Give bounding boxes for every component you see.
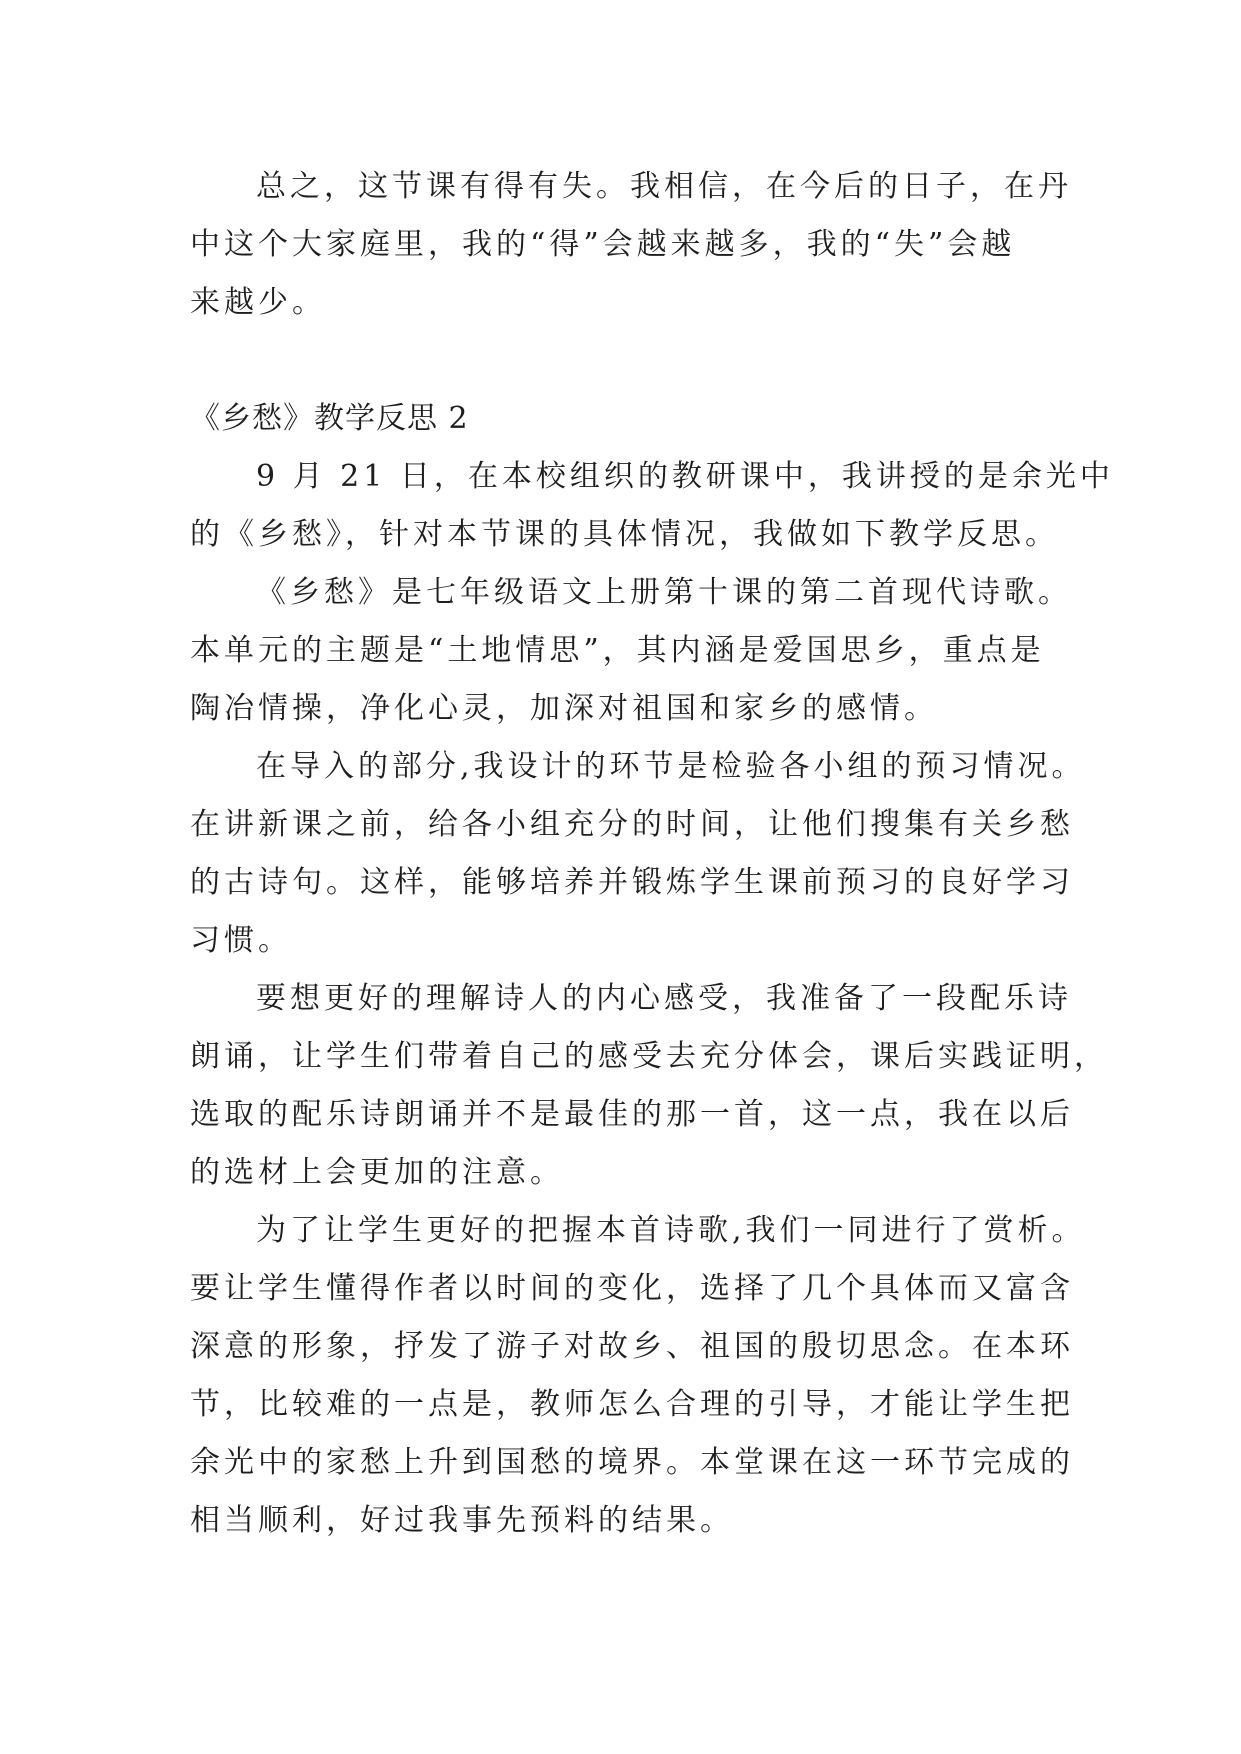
paragraph-line: 本单元的主题是“土地情思”，其内涵是爱国思乡，重点是 (190, 633, 1045, 668)
paragraph-line: 的选材上会更加的注意。 (190, 1155, 564, 1190)
paragraph-line: 余光中的家愁上升到国愁的境界。本堂课在这一环节完成的 (190, 1445, 1074, 1480)
paragraph-line: 在讲新课之前，给各小组充分的时间，让他们搜集有关乡愁 (190, 807, 1074, 842)
paragraph-line: 深意的形象，抒发了游子对故乡、祖国的殷切思念。在本环 (190, 1329, 1074, 1364)
paragraph-line: 相当顺利，好过我事先预料的结果。 (190, 1503, 734, 1538)
paragraph-line: 9 月 21 日，在本校组织的教研课中，我讲授的是余光中 (256, 459, 1114, 494)
paragraph-line: 选取的配乐诗朗诵并不是最佳的那一首，这一点，我在以后 (190, 1097, 1074, 1132)
paragraph-line: 要想更好的理解诗人的内心感受，我准备了一段配乐诗 (256, 981, 1072, 1016)
paragraph-line: 为了让学生更好的把握本首诗歌,我们一同进行了赏析。 (256, 1213, 1086, 1248)
paragraph-line: 总之，这节课有得有失。我相信，在今后的日子，在丹 (256, 169, 1072, 204)
paragraph-line: 在导入的部分,我设计的环节是检验各小组的预习情况。 (256, 749, 1086, 784)
paragraph-line: 习惯。 (190, 923, 292, 958)
paragraph-line: 节，比较难的一点是，教师怎么合理的引导，才能让学生把 (190, 1387, 1074, 1422)
paragraph-line: 来越少。 (190, 285, 326, 320)
section-title: 《乡愁》教学反思 2 (190, 401, 469, 436)
paragraph-line: 的《乡愁》，针对本节课的具体情况，我做如下教学反思。 (190, 517, 1059, 552)
paragraph-line: 要让学生懂得作者以时间的变化，选择了几个具体而又富含 (190, 1271, 1074, 1306)
paragraph-line: 中这个大家庭里，我的“得”会越来越多，我的“失”会越 (190, 227, 1016, 262)
paragraph-line: 的古诗句。这样，能够培养并锻炼学生课前预习的良好学习 (190, 865, 1074, 900)
paragraph-line: 陶冶情操，净化心灵，加深对祖国和家乡的感情。 (190, 691, 938, 726)
paragraph-line: 《乡愁》是七年级语文上册第十课的第二首现代诗歌。 (256, 575, 1072, 610)
paragraph-line: 朗诵，让学生们带着自己的感受去充分体会，课后实践证明， (190, 1039, 1108, 1074)
